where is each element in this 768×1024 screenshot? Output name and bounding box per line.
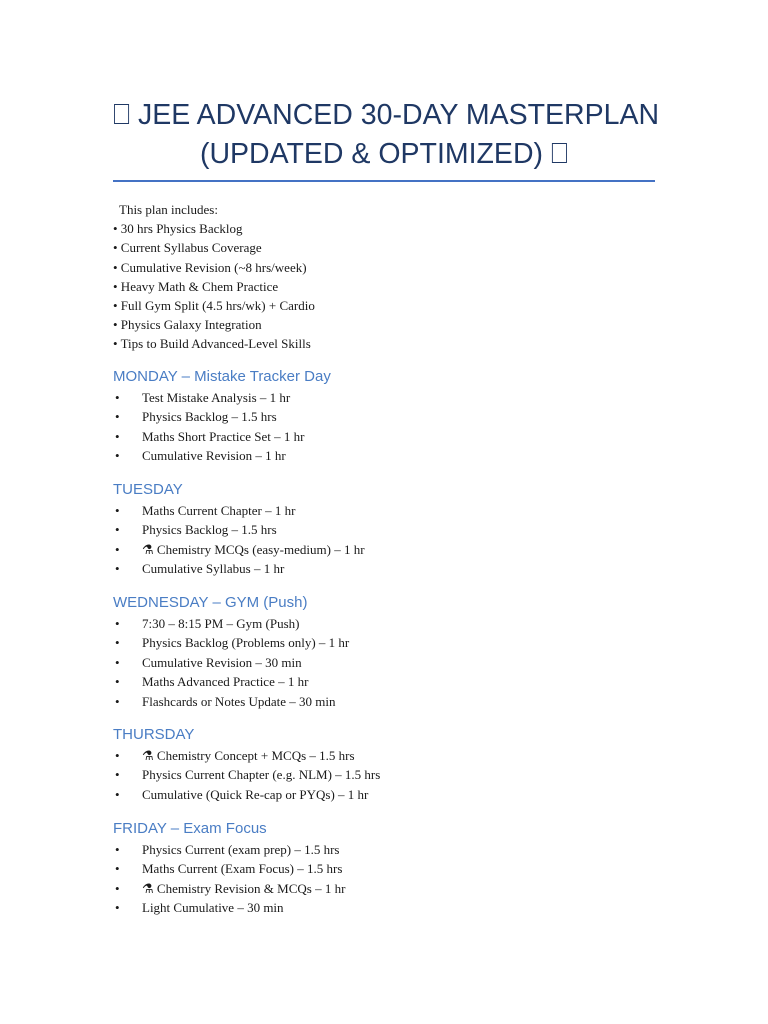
- task-text: Physics Current Chapter (e.g. NLM) – 1.5 hrs: [142, 767, 381, 783]
- task-text: Physics Backlog – 1.5 hrs: [142, 409, 277, 425]
- bullet-icon: •: [115, 635, 120, 651]
- bullet-icon: •: [115, 541, 120, 557]
- task-list: [113, 501, 673, 579]
- task-item: [113, 746, 673, 765]
- task-text: Cumulative Revision – 30 min: [142, 654, 302, 670]
- task-list: [113, 840, 673, 918]
- task-item: [113, 859, 673, 878]
- title-divider: [113, 180, 655, 182]
- bullet-icon: •: [115, 561, 120, 577]
- bullet-icon: •: [115, 448, 120, 464]
- intro-lead: This plan includes:: [119, 202, 218, 217]
- intro-item: • Current Syllabus Coverage: [113, 240, 262, 256]
- bullet-icon: •: [115, 842, 120, 857]
- bullet-icon: •: [115, 409, 120, 425]
- bullet-icon: •: [115, 767, 120, 783]
- task-item: [113, 765, 673, 784]
- task-text: 7:30 – 8:15 PM – Gym (Push): [142, 616, 300, 631]
- day-heading: FRIDAY – Exam Focus: [113, 820, 267, 837]
- bullet-icon: •: [115, 522, 120, 538]
- task-text: Cumulative Syllabus – 1 hr: [142, 561, 285, 577]
- day-heading: MONDAY – Mistake Tracker Day: [113, 368, 331, 385]
- bullet-icon: •: [115, 693, 120, 709]
- task-item: [113, 501, 673, 520]
- task-item: [113, 559, 673, 578]
- task-text: ⚗ Chemistry Concept + MCQs – 1.5 hrs: [142, 748, 355, 763]
- intro-item: • 30 hrs Physics Backlog: [113, 221, 243, 237]
- task-text: Maths Current Chapter – 1 hr: [142, 503, 296, 518]
- task-text: Light Cumulative – 30 min: [142, 900, 284, 916]
- task-item: [113, 785, 673, 804]
- task-item: [113, 692, 673, 711]
- bullet-icon: •: [115, 674, 120, 690]
- task-text: Cumulative Revision – 1 hr: [142, 448, 286, 464]
- task-item: [113, 407, 673, 426]
- task-item: [113, 879, 673, 898]
- bullet-icon: •: [115, 786, 120, 802]
- task-item: [113, 446, 673, 465]
- day-heading: TUESDAY: [113, 481, 183, 498]
- intro-item: • Physics Galaxy Integration: [113, 317, 262, 333]
- task-item: [113, 520, 673, 539]
- task-item: [113, 427, 673, 446]
- task-text: ⚗ Chemistry Revision & MCQs – 1 hr: [142, 880, 346, 896]
- task-item: [113, 633, 673, 652]
- task-list: [113, 746, 673, 804]
- task-text: Test Mistake Analysis – 1 hr: [142, 390, 291, 405]
- intro-item: • Cumulative Revision (~8 hrs/week): [113, 259, 307, 275]
- day-heading: THURSDAY: [113, 726, 195, 743]
- task-list: [113, 614, 673, 711]
- task-item: [113, 672, 673, 691]
- bullet-icon: •: [115, 503, 120, 518]
- intro-item: • Full Gym Split (4.5 hrs/wk) + Cardio: [113, 298, 315, 314]
- bullet-icon: •: [115, 616, 120, 631]
- bullet-icon: •: [115, 748, 120, 763]
- day-heading: WEDNESDAY – GYM (Push): [113, 594, 308, 611]
- task-item: [113, 840, 673, 859]
- task-item: [113, 653, 673, 672]
- task-item: [113, 388, 673, 407]
- day-section-tuesday: [113, 480, 673, 579]
- title-line-2: (UPDATED & OPTIMIZED) ⎕: [199, 138, 569, 170]
- task-text: Maths Short Practice Set – 1 hr: [142, 428, 305, 444]
- intro-item: • Heavy Math & Chem Practice: [113, 278, 279, 294]
- task-item: [113, 540, 673, 559]
- intro-block: [113, 200, 633, 354]
- day-section-wednesday: [113, 593, 673, 711]
- bullet-icon: •: [115, 390, 120, 405]
- task-text: Maths Current (Exam Focus) – 1.5 hrs: [142, 861, 343, 877]
- task-text: Cumulative (Quick Re-cap or PYQs) – 1 hr: [142, 786, 369, 802]
- bullet-icon: •: [115, 880, 120, 896]
- task-text: Physics Backlog – 1.5 hrs: [142, 522, 277, 538]
- task-text: Maths Advanced Practice – 1 hr: [142, 674, 309, 690]
- document-title: [113, 96, 660, 174]
- day-section-thursday: [113, 725, 673, 804]
- intro-item: • Tips to Build Advanced-Level Skills: [113, 336, 311, 352]
- task-item: [113, 614, 673, 633]
- day-section-friday: [113, 819, 673, 918]
- task-text: Flashcards or Notes Update – 30 min: [142, 693, 336, 709]
- bullet-icon: •: [115, 428, 120, 444]
- task-text: Physics Backlog (Problems only) – 1 hr: [142, 635, 350, 651]
- task-text: ⚗ Chemistry MCQs (easy-medium) – 1 hr: [142, 541, 365, 557]
- task-item: [113, 898, 673, 917]
- task-text: Physics Current (exam prep) – 1.5 hrs: [142, 842, 340, 857]
- bullet-icon: •: [115, 900, 120, 916]
- bullet-icon: •: [115, 654, 120, 670]
- day-section-monday: [113, 367, 673, 466]
- title-line-1: ⎕ JEE ADVANCED 30-DAY MASTERPLAN: [113, 99, 660, 131]
- bullet-icon: •: [115, 861, 120, 877]
- task-list: [113, 388, 673, 466]
